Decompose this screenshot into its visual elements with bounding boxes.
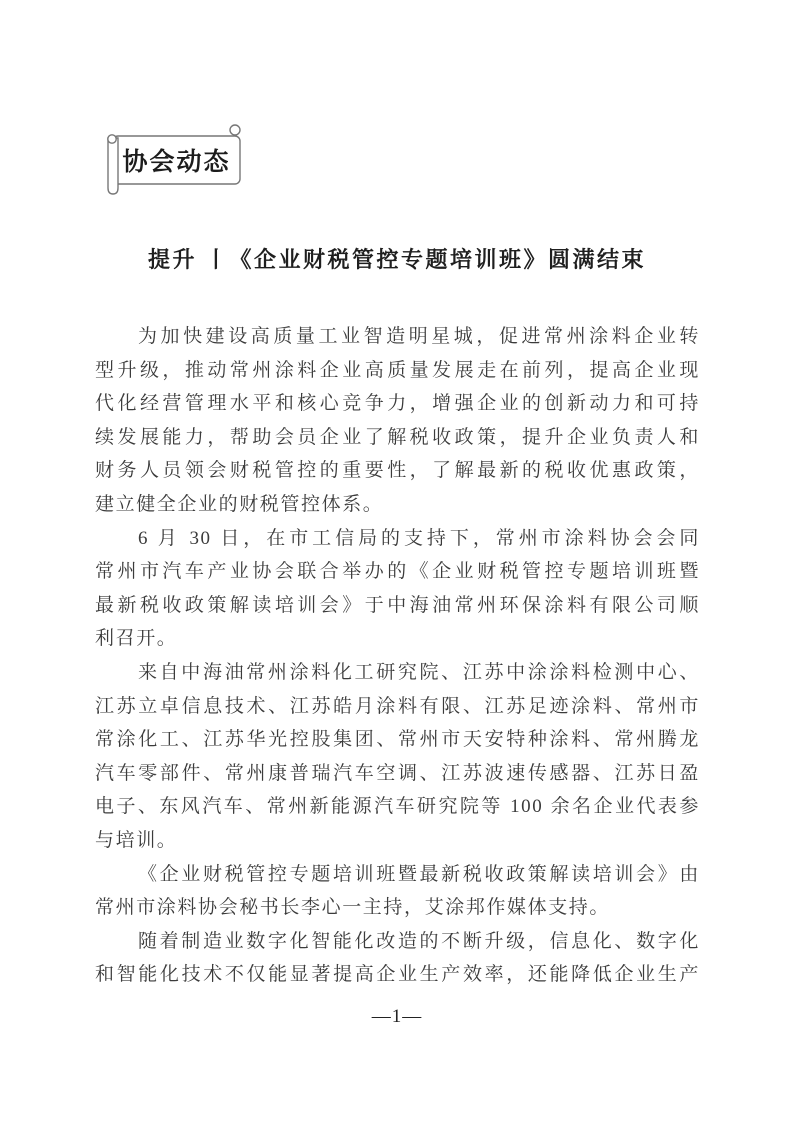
article-title: 提升 丨《企业财税管控专题培训班》圆满结束 <box>147 247 646 272</box>
text-line: 常州市涂料协会秘书长李心一主持，艾涂邦作媒体支持。 <box>95 897 611 919</box>
text-line: 常涂化工、江苏华光控股集团、常州市天安特种涂料、常州腾龙 <box>95 729 700 751</box>
text-line: 财务人员领会财税管控的重要性，了解最新的税收优惠政策， <box>95 460 700 482</box>
text-line: 江苏立卓信息技术、江苏皓月涂料有限、江苏足迹涂料、常州市 <box>95 695 700 717</box>
text-line: 和智能化技术不仅能显著提高企业生产效率，还能降低企业生产 <box>95 964 700 986</box>
text-line: 与培训。 <box>95 829 178 851</box>
text-line: 最新税收政策解读培训会》于中海油常州环保涂料有限公司顺 <box>95 594 700 616</box>
banner-label: 协会动态 <box>122 148 231 176</box>
text-line: 常州市汽车产业协会联合举办的《企业财税管控专题培训班暨 <box>95 561 700 583</box>
text-line: 来自中海油常州涂料化工研究院、江苏中涂涂料检测中心、 <box>138 661 700 683</box>
text-line: 为加快建设高质量工业智造明星城，促进常州涂料企业转 <box>138 326 700 347</box>
text-line: 6 月 30 日，在市工信局的支持下，常州市涂料协会会同 <box>138 527 700 549</box>
text-line: 电子、东风汽车、常州新能源汽车研究院等 100 余名企业代表参 <box>95 796 700 818</box>
text-line: 建立健全企业的财税管控体系。 <box>95 493 384 515</box>
text-line: 《企业财税管控专题培训班暨最新税收政策解读培训会》由 <box>138 863 700 885</box>
text-line: 代化经营管理水平和核心竞争力，增强企业的创新动力和可持 <box>95 393 700 415</box>
article-body <box>95 320 700 992</box>
text-line: 随着制造业数字化智能化改造的不断升级，信息化、数字化 <box>138 930 700 952</box>
text-line: 型升级，推动常州涂料企业高质量发展走在前列，提高企业现 <box>95 359 700 381</box>
page-number: —1— <box>371 1006 423 1027</box>
scroll-banner <box>100 121 250 201</box>
text-line: 续发展能力，帮助会员企业了解税收政策，提升企业负责人和 <box>95 426 700 448</box>
text-line: 汽车零部件、常州康普瑞汽车空调、江苏波速传感器、江苏日盈 <box>95 762 700 784</box>
text-line: 利召开。 <box>95 628 178 650</box>
